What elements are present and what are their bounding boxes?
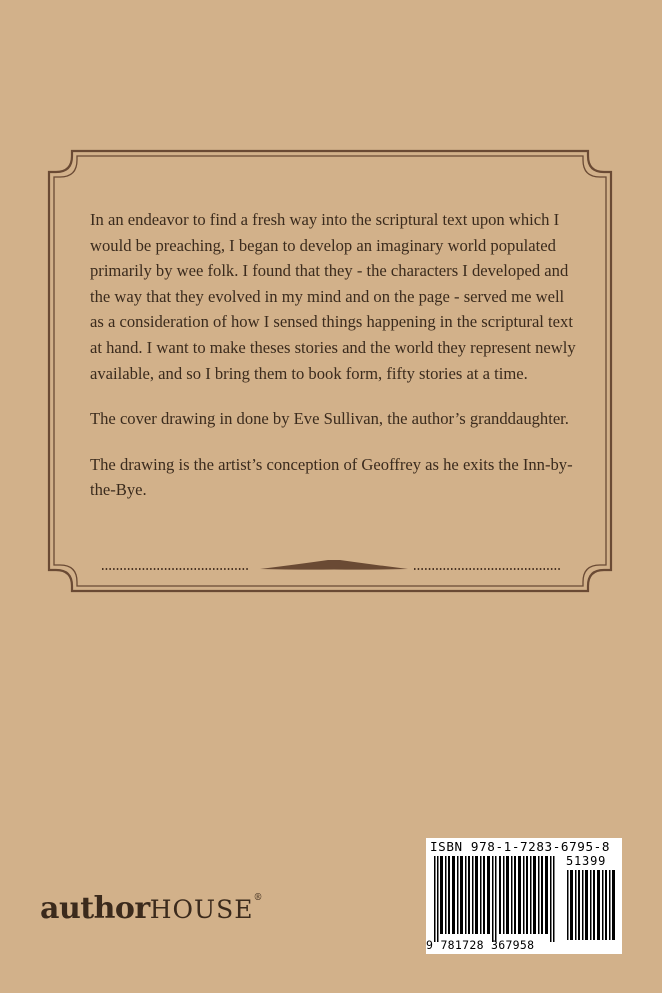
blurb-paragraph-3: The drawing is the artist’s conception of Geoffrey as he exits the Inn-by-the-Bye. <box>90 454 573 500</box>
isbn-label: ISBN 978-1-7283-6795-8 <box>430 839 611 854</box>
barcode-digits: 9 781728 367958 <box>426 938 535 952</box>
center-flourish <box>260 560 408 570</box>
blurb-text <box>90 207 580 523</box>
blurb-paragraph-1: In an endeavor to find a fresh way into the scriptural text upon which I would be preaching, I began to develop an imaginary world populated primarily by wee folk. I found that they - the characters I developed and the way that they evolved in my mind and on the page - served me well as a consideration of how I sensed things happening in the scriptural text at hand. I want to make theses stories and the world they represent newly available, and so I bring them to book form, fifty stories at a time. <box>90 210 576 383</box>
logo-house-text: HOUSE <box>149 895 254 924</box>
isbn-barcode <box>426 838 622 954</box>
logo-author-text: author <box>40 891 150 926</box>
ean-bars <box>432 856 560 942</box>
publisher-logo <box>40 891 262 926</box>
registered-mark: ® <box>253 893 263 903</box>
blurb-paragraph-2: The cover drawing in done by Eve Sullivan, the author’s granddaughter. <box>90 409 569 429</box>
addon-bars <box>566 870 618 940</box>
price-code: 51399 <box>566 854 607 868</box>
dotted-ornament <box>100 554 562 574</box>
